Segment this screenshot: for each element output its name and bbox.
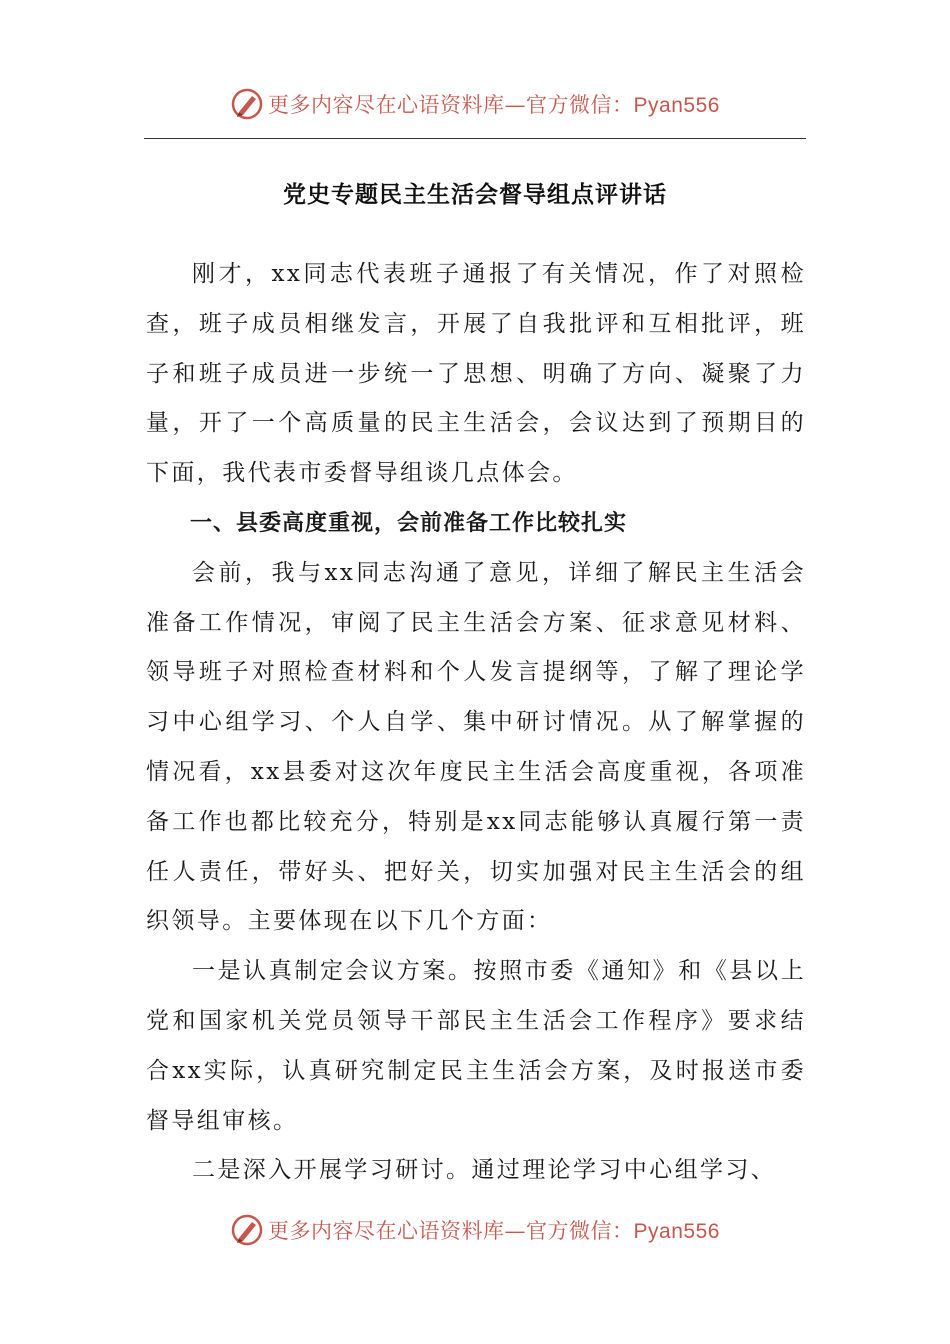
header-divider xyxy=(144,138,806,139)
paragraph-intro: 刚才，xx同志代表班子通报了有关情况，作了对照检查，班子成员相继发言，开展了自我批评和互相批评，班子和班子成员进一步统一了思想、明确了方向、凝聚了力量，开了一个高质量的民主生活会，会议达到了预期目的下面，我代表市委督导组谈几点体会。 xyxy=(146,261,806,487)
document-body xyxy=(146,250,806,1196)
pen-logo-icon xyxy=(230,87,264,121)
paragraph-point-2: 二是深入开展学习研讨。通过理论学习中心组学习、 xyxy=(192,1157,777,1184)
header-banner-text: 更多内容尽在心语资料库—官方微信：Pyan556 xyxy=(268,93,720,117)
pen-logo-icon xyxy=(230,1213,264,1247)
footer-banner-text: 更多内容尽在心语资料库—官方微信：Pyan556 xyxy=(268,1219,720,1243)
section-heading-1: 一、县委高度重视，会前准备工作比较扎实 xyxy=(190,510,628,536)
header-banner xyxy=(0,84,950,124)
paragraph-preparation: 会前，我与xx同志沟通了意见，详细了解民主生活会准备工作情况，审阅了民主生活会方案、征求意见材料、领导班子对照检查材料和个人发言提纲等，了解了理论学习中心组学习、个人自学、集中研讨情况。从了解掌握的情况看，xx县委对这次年度民主生活会高度重视，各项准备工作也都比较充分，特别是xx同志能够认真履行第一责任人责任，带好头、把好关，切实加强对民主生活会的组织领导。主要体现在以下几个方面： xyxy=(146,559,806,935)
paragraph-point-1: 一是认真制定会议方案。按照市委《通知》和《县以上党和国家机关党员领导干部民主生活会工作程序》要求结合xx实际，认真研究制定民主生活会方案，及时报送市委督导组审核。 xyxy=(146,958,806,1134)
footer-banner xyxy=(0,1210,950,1250)
document-title: 党史专题民主生活会督导组点评讲话 xyxy=(283,181,667,208)
